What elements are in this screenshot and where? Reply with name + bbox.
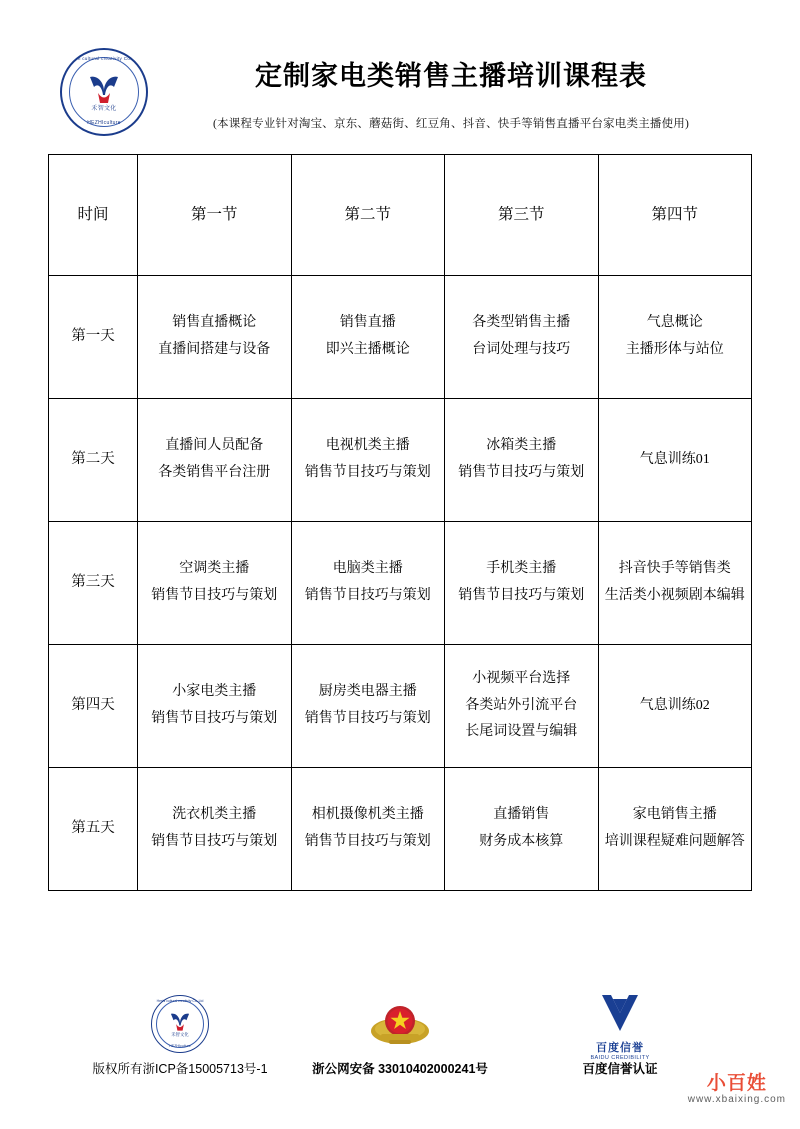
table-cell [138, 768, 292, 891]
table-cell [445, 645, 599, 768]
baidu-mark-sub: BAIDU CREDIBILITY [590, 1055, 650, 1061]
table-cell-line: 气息训练01 [639, 451, 710, 467]
footer-seal-text-top: Heshi cultural creativity Co.,Ltd [156, 999, 204, 1003]
table-cell-line: 销售节目技巧与策划 [304, 834, 431, 849]
table-cell [598, 276, 752, 399]
schedule-table-wrapper [0, 120, 800, 891]
table-cell-line: 生活类小视频剧本编辑 [604, 588, 745, 603]
title-block [148, 40, 750, 131]
table-cell-line: 洗衣机类主播 [172, 807, 257, 823]
table-cell-line: 直播销售 [493, 807, 550, 823]
baidu-credibility-icon [510, 991, 730, 1061]
table-cell-line: 小家电类主播 [172, 684, 257, 700]
badge-baidu [510, 991, 730, 1077]
table-row [49, 276, 752, 399]
wave-icon [167, 1011, 193, 1033]
table-cell-line: 长尾词设置与编辑 [465, 724, 578, 740]
table-cell-line: 电脑类主播 [332, 561, 403, 577]
table-cell-line: 财务成本核算 [479, 834, 564, 849]
table-cell-line: 各类型销售主播 [472, 315, 571, 331]
table-cell-line: 销售节目技巧与策划 [151, 588, 278, 603]
table-cell [138, 399, 292, 522]
footer-seal-text-mid: 禾智文化 [171, 1032, 189, 1037]
page-subtitle: (本课程专业针对淘宝、京东、蘑菇街、红豆角、抖音、快手等销售直播平台家电类主播使用) [212, 118, 690, 130]
table-cell-line: 培训课程疑难问题解答 [604, 834, 745, 849]
company-logo [60, 48, 148, 136]
page-title: 定制家电类销售主播培训课程表 [255, 61, 647, 91]
police-license-text: 浙公网安备 33010402000241号 [312, 1062, 488, 1076]
table-cell [598, 768, 752, 891]
schedule-table [48, 154, 752, 891]
table-day-cell: 第四天 [49, 645, 138, 768]
document-header [0, 0, 800, 130]
badge-icp [70, 991, 290, 1077]
table-cell [291, 522, 445, 645]
table-cell [138, 645, 292, 768]
table-cell-line: 主播形体与站位 [625, 342, 724, 357]
table-cell-line: 销售直播概论 [172, 315, 257, 331]
table-cell-line: 冰箱类主播 [486, 438, 557, 454]
table-cell-line: 电视机类主播 [325, 438, 410, 454]
table-header-cell: 第一节 [138, 155, 292, 276]
table-cell [291, 768, 445, 891]
table-cell [445, 522, 599, 645]
table-cell-line: 销售节目技巧与策划 [458, 588, 585, 603]
table-cell [291, 399, 445, 522]
table-cell-line: 直播间人员配备 [165, 438, 264, 454]
police-emblem-icon [290, 991, 510, 1053]
document-footer [0, 991, 800, 1111]
table-cell-line: 台词处理与技巧 [472, 342, 571, 357]
logo-text-mid: 禾智文化 [91, 106, 117, 112]
baidu-credibility-text: 百度信誉认证 [582, 1062, 658, 1076]
table-cell-line: 销售节目技巧与策划 [458, 465, 585, 480]
table-cell-line: 空调类主播 [179, 561, 250, 577]
table-cell-line: 各类站外引流平台 [465, 697, 578, 713]
table-cell-line: 抖音快手等销售类 [618, 561, 731, 577]
table-cell-line: 销售直播 [339, 315, 396, 331]
table-row [49, 399, 752, 522]
wave-icon [84, 73, 124, 107]
footer-badges [0, 991, 800, 1077]
table-cell [291, 645, 445, 768]
table-cell [598, 522, 752, 645]
table-header-row [49, 155, 752, 276]
watermark [688, 1068, 786, 1105]
watermark-main-text: 小百姓 [706, 1073, 767, 1094]
table-header-cell: 时间 [49, 155, 138, 276]
table-cell [598, 645, 752, 768]
baidu-mark-title: 百度信誉 [596, 1042, 644, 1054]
table-cell-line: 销售节目技巧与策划 [151, 711, 278, 726]
table-cell [291, 276, 445, 399]
table-day-cell: 第五天 [49, 768, 138, 891]
table-cell-line: 家电销售主播 [632, 807, 717, 823]
table-header-cell: 第四节 [598, 155, 752, 276]
table-cell-line: 直播间搭建与设备 [158, 342, 271, 357]
table-cell-line: 销售节目技巧与策划 [304, 465, 431, 480]
table-day-cell: 第一天 [49, 276, 138, 399]
table-cell-line: 销售节目技巧与策划 [304, 588, 431, 603]
table-cell-line: 厨房类电器主播 [318, 684, 417, 700]
table-cell-line: 相机摄像机类主播 [311, 807, 424, 823]
table-row [49, 522, 752, 645]
table-day-cell: 第三天 [49, 522, 138, 645]
table-cell [445, 399, 599, 522]
table-cell [445, 276, 599, 399]
badge-police [290, 991, 510, 1077]
table-cell [138, 276, 292, 399]
table-row [49, 645, 752, 768]
table-row [49, 768, 752, 891]
footer-seal-text-bottom: HEZHIculture [169, 1044, 191, 1048]
table-cell [445, 768, 599, 891]
table-cell-line: 销售节目技巧与策划 [151, 834, 278, 849]
table-cell-line: 手机类主播 [486, 561, 557, 577]
table-cell-line: 气息概论 [646, 315, 703, 331]
table-cell-line: 小视频平台选择 [472, 671, 571, 687]
table-day-cell: 第二天 [49, 399, 138, 522]
table-header-cell: 第二节 [291, 155, 445, 276]
icp-license-text: 版权所有浙ICP备15005713号-1 [92, 1062, 268, 1076]
watermark-url-text: www.xbaixing.com [687, 1094, 786, 1105]
company-seal-icon [70, 991, 290, 1053]
table-cell [138, 522, 292, 645]
logo-seal-ring [60, 48, 148, 136]
table-header-cell: 第三节 [445, 155, 599, 276]
table-cell-line: 各类销售平台注册 [158, 465, 271, 480]
logo-text-bottom: HEZHIculture [87, 120, 121, 126]
table-cell [598, 399, 752, 522]
table-cell-line: 销售节目技巧与策划 [304, 711, 431, 726]
table-cell-line: 即兴主播概论 [325, 342, 410, 357]
logo-text-top: Heshi cultural creativity Co.,Ltd [67, 56, 141, 61]
table-cell-line: 气息训练02 [639, 697, 710, 713]
